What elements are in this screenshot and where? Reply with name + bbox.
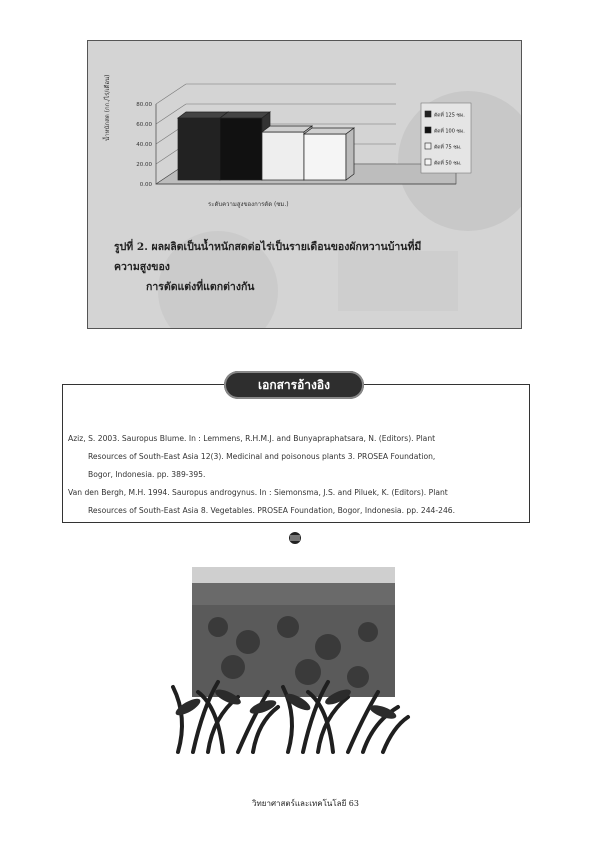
caption-line-1: รูปที่ 2. ผลผลิตเป็นน้ำหนักสดต่อไร่เป็นรายเดือนของผักหวานบ้านที่มีความสูงของ bbox=[114, 241, 422, 273]
legend-swatch bbox=[425, 127, 431, 133]
legend-swatch bbox=[425, 143, 431, 149]
references-title: เอกสารอ้างอิง bbox=[224, 371, 364, 399]
caption-line-2: การตัดแต่งที่แตกต่างกัน bbox=[146, 281, 255, 293]
legend-label: ตัดที่ 100 ซม. bbox=[434, 128, 465, 135]
page-footer: วิทยาศาสตร์และเทคโนโลยี 63 bbox=[252, 799, 359, 808]
y-tick-label: 80.00 bbox=[136, 102, 152, 108]
y-tick-label: 0.00 bbox=[139, 182, 152, 188]
figure-caption bbox=[114, 237, 444, 297]
reference-line: Resources of South-East Asia 12(3). Medicinal and poisonous plants 3. PROSEA Foundation, bbox=[88, 452, 436, 461]
chart-y-axis-label: น้ำหนักสด (กก./ไร่/เดือน) bbox=[104, 74, 111, 141]
legend-label: ตัดที่ 50 ซม. bbox=[434, 160, 462, 167]
legend-swatch bbox=[425, 159, 431, 165]
reference-line: Aziz, S. 2003. Sauropus Blume. In : Lemmens, R.H.M.J. and Bunyapraphatsara, N. (Editors). Plant bbox=[68, 434, 436, 443]
references-list bbox=[68, 430, 523, 520]
section-divider-icon bbox=[288, 531, 302, 545]
chart-bars bbox=[178, 112, 354, 180]
figure-panel bbox=[87, 40, 522, 329]
chart-x-axis-label: ระดับความสูงของการตัด (ซม.) bbox=[208, 201, 289, 208]
bar bbox=[304, 128, 354, 180]
grid-line bbox=[156, 84, 186, 104]
legend-label: ตัดที่ 75 ซม. bbox=[434, 144, 462, 151]
reference-line: Van den Bergh, M.H. 1994. Sauropus androgynus. In : Siemonsma, J.S. and Piluek, K. (Editors). Plant bbox=[68, 488, 448, 497]
legend-label: ตัดที่ 125 ซม. bbox=[434, 112, 465, 119]
reference-entry bbox=[68, 484, 523, 520]
chart-legend bbox=[421, 103, 471, 173]
reference-line: Bogor, Indonesia. pp. 389-395. bbox=[88, 470, 206, 479]
bar-chart bbox=[88, 41, 521, 231]
chart-y-ticks bbox=[136, 102, 152, 188]
reference-entry bbox=[68, 430, 523, 484]
reference-line: Resources of South-East Asia 8. Vegetables. PROSEA Foundation, Bogor, Indonesia. pp. 244-246. bbox=[88, 506, 456, 515]
y-tick-label: 20.00 bbox=[136, 162, 152, 168]
vegetable-field-photo bbox=[158, 567, 418, 759]
y-tick-label: 40.00 bbox=[136, 142, 152, 148]
legend-swatch bbox=[425, 111, 431, 117]
y-tick-label: 60.00 bbox=[136, 122, 152, 128]
